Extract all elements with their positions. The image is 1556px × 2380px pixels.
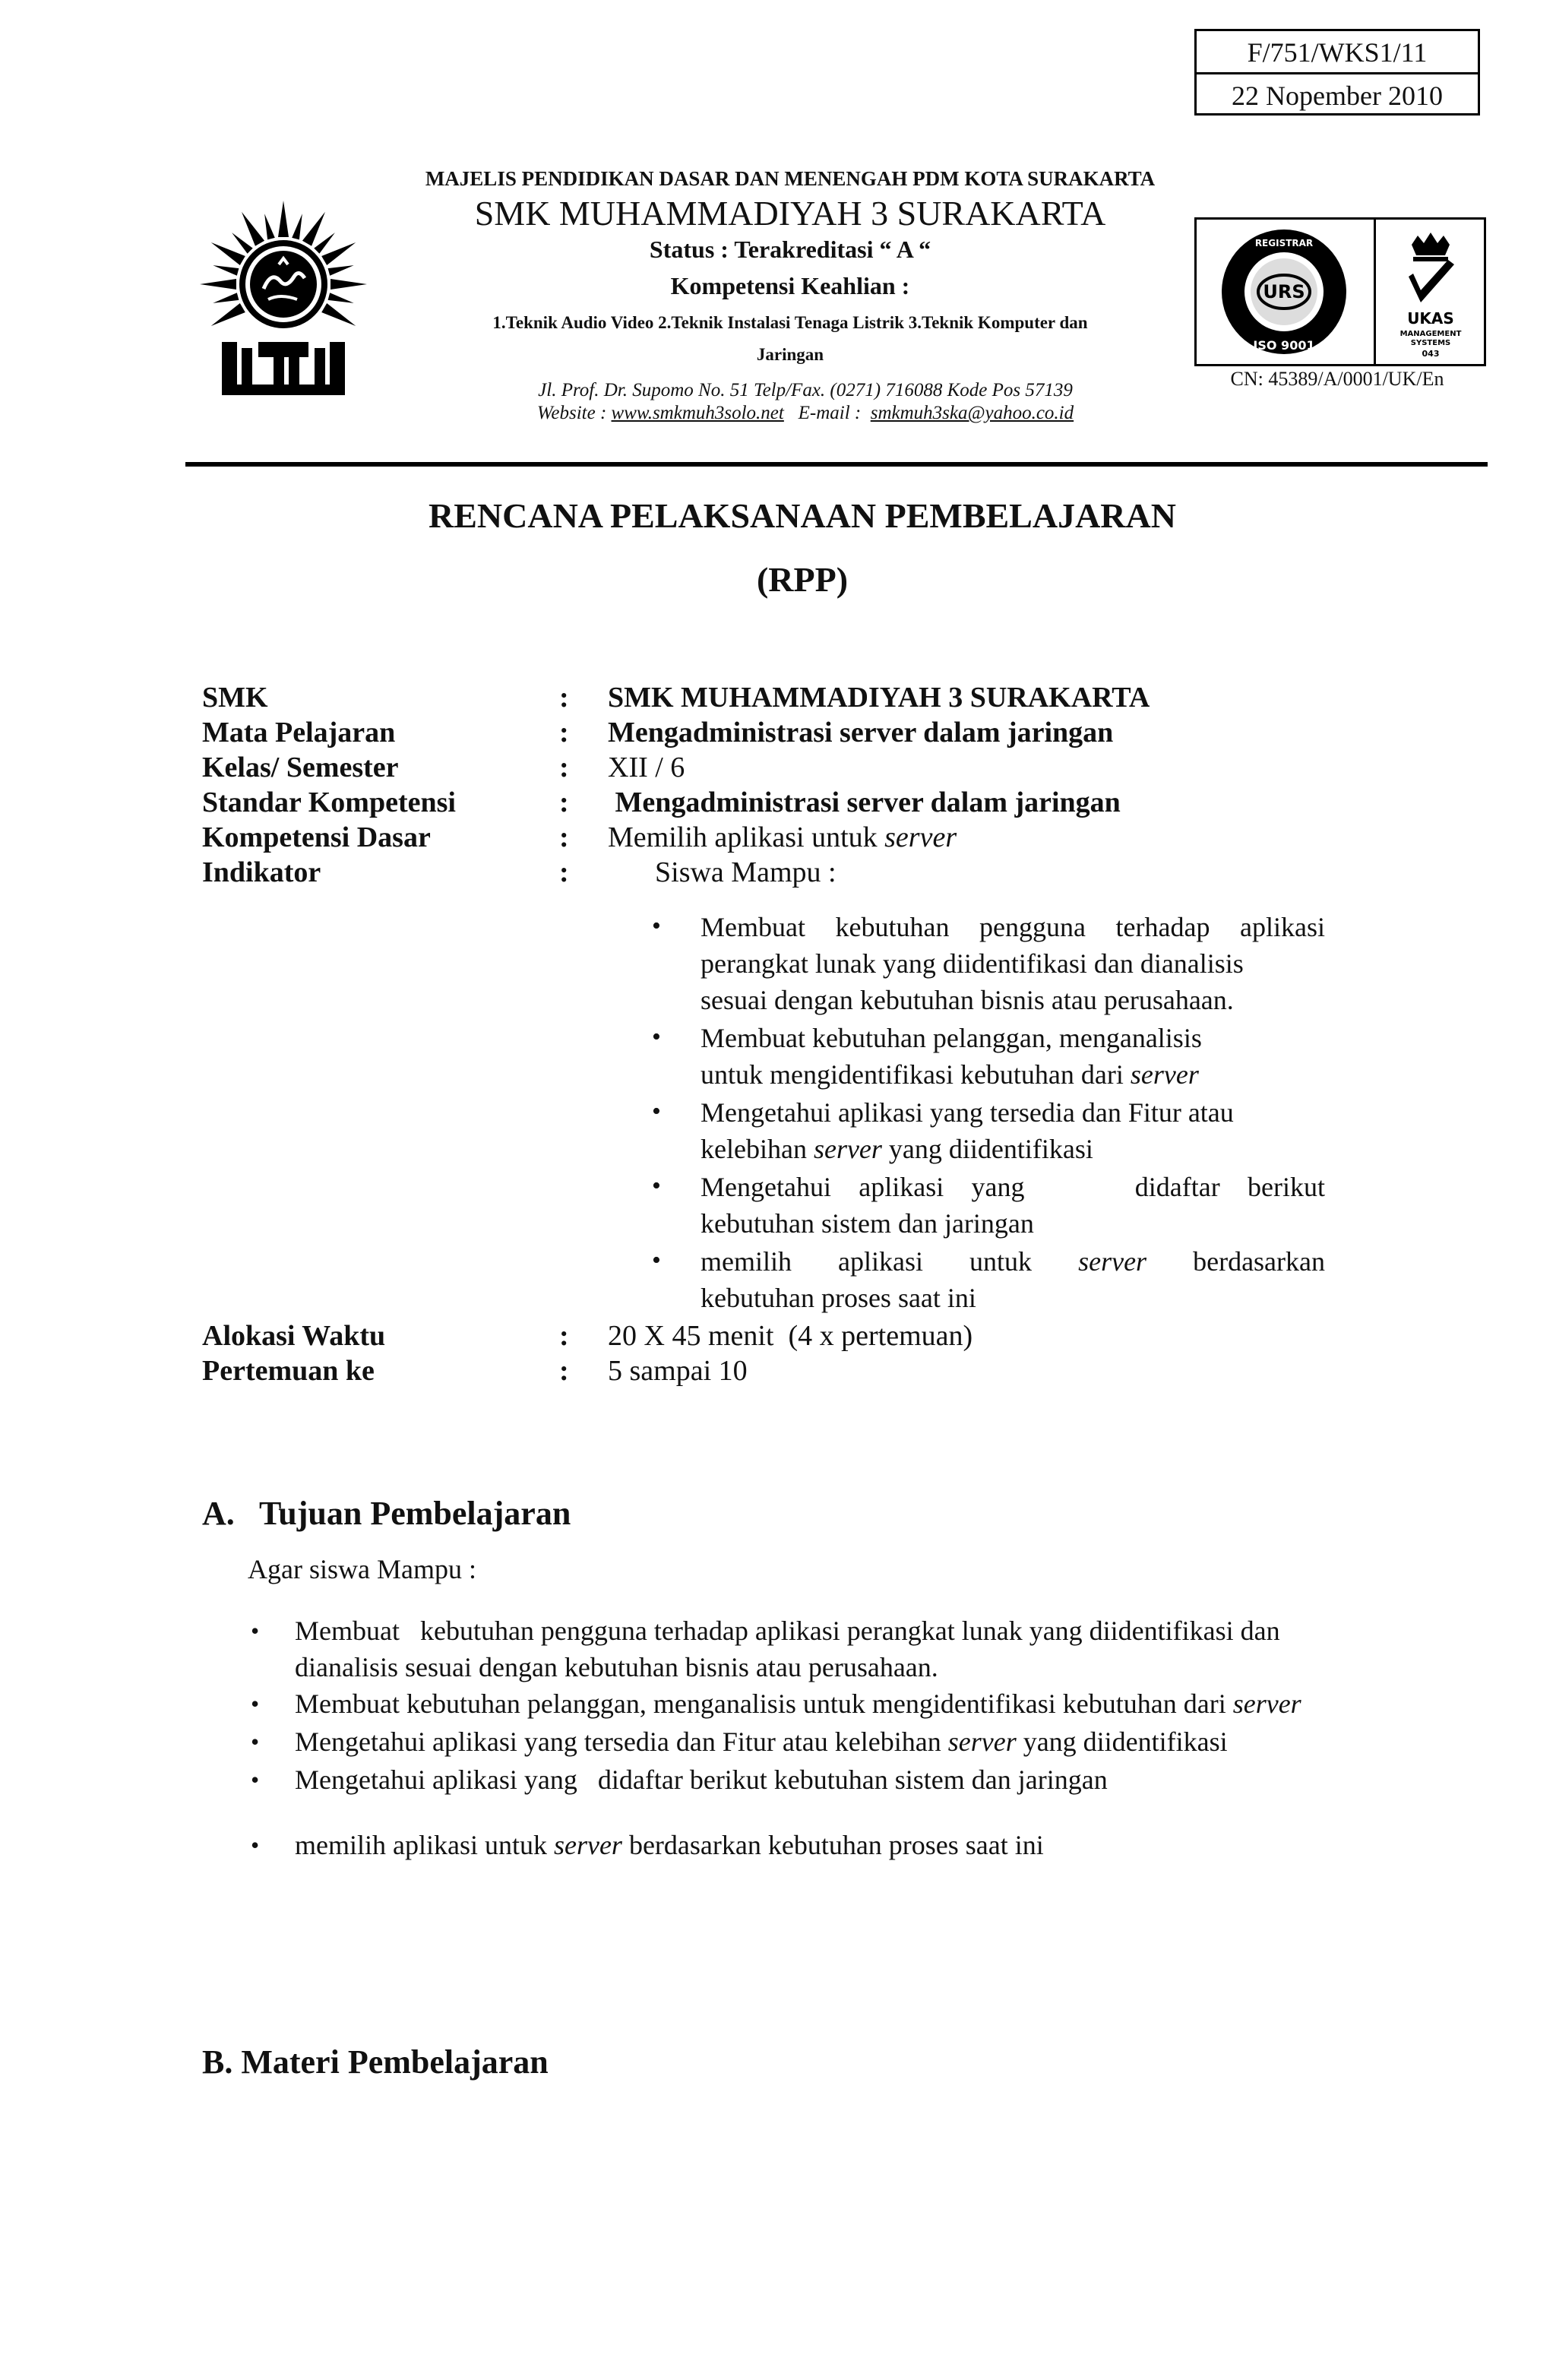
- urs-iso-9001-icon: [1199, 223, 1369, 360]
- section-a-heading: A. Tujuan Pembelajaran: [202, 1495, 571, 1532]
- certificate-number: CN: 45389/A/0001/UK/En: [1230, 368, 1444, 390]
- text: Membuat kebutuhan pelanggan, menganalisis untuk mengidentifikasi kebutuhan dari: [295, 1688, 1233, 1719]
- bullet-icon: •: [251, 1690, 260, 1717]
- form-date: 22 Nopember 2010: [1197, 72, 1478, 116]
- italic-text: server: [1130, 1059, 1199, 1090]
- info-colon: :: [559, 682, 569, 714]
- text: untuk mengidentifikasi kebutuhan dari: [701, 1059, 1131, 1090]
- competency-heading: Kompetensi Keahlian :: [670, 272, 910, 299]
- goal-4: Mengetahui aplikasi yang didaftar berikut kebutuhan sistem dan jaringan: [295, 1764, 1108, 1795]
- goal-1-line-1: Membuat kebutuhan pengguna terhadap aplikasi perangkat lunak yang diidentifikasi dan: [295, 1616, 1280, 1646]
- indicator-1-line-1: Membuat kebutuhan pengguna terhadap aplikasi: [701, 912, 1325, 942]
- bullet-icon: •: [652, 912, 661, 940]
- program-list-continued: Jaringan: [756, 345, 824, 364]
- svg-text:REGISTRAR: REGISTRAR: [1254, 238, 1314, 248]
- bullet-icon: •: [652, 1172, 661, 1200]
- form-code: F/751/WKS1/11: [1247, 37, 1428, 68]
- email-link[interactable]: smkmuh3ska@yahoo.co.id: [870, 403, 1074, 423]
- goal-1-line-2: dianalisis sesuai dengan kebutuhan bisnis atau perusahaan.: [295, 1652, 938, 1682]
- text: memilih aplikasi untuk: [701, 1246, 1079, 1277]
- bullet-icon: •: [251, 1831, 260, 1859]
- value-italic: server: [884, 821, 957, 853]
- indicator-5-line-1: [701, 1243, 1325, 1280]
- info-colon: :: [559, 1355, 569, 1387]
- website-label: Website :: [536, 403, 612, 423]
- info-label-subject: Mata Pelajaran: [202, 717, 396, 748]
- info-value-class: XII / 6: [608, 752, 685, 783]
- indicator-1-line-2: perangkat lunak yang diidentifikasi dan dianalisis: [701, 948, 1244, 979]
- info-value-indicator: Siswa Mampu :: [655, 856, 837, 888]
- svg-text:043: 043: [1422, 349, 1440, 359]
- bullet-icon: •: [251, 1766, 260, 1793]
- info-value-smk: SMK MUHAMMADIYAH 3 SURAKARTA: [608, 682, 1150, 714]
- info-colon: :: [559, 717, 569, 748]
- info-label-indicator: Indikator: [202, 856, 321, 888]
- organization-name: MAJELIS PENDIDIKAN DASAR DAN MENENGAH PDM KOTA SURAKARTA: [425, 167, 1156, 190]
- indicator-4-line-1: Mengetahui aplikasi yang didaftar berikut: [701, 1172, 1325, 1202]
- info-label-time: Alokasi Waktu: [202, 1320, 386, 1352]
- info-colon: :: [559, 752, 569, 783]
- info-value-subject: Mengadministrasi server dalam jaringan: [608, 717, 1114, 748]
- section-b-heading: B. Materi Pembelajaran: [202, 2043, 549, 2081]
- info-label-smk: SMK: [202, 682, 268, 714]
- text: yang diidentifikasi: [1016, 1726, 1228, 1757]
- muhammadiyah-logo-icon: [188, 199, 378, 404]
- text: memilih aplikasi untuk: [295, 1830, 554, 1860]
- info-label-class: Kelas/ Semester: [202, 752, 399, 783]
- svg-text:ISO 9001: ISO 9001: [1253, 338, 1315, 353]
- indicator-5-line-2: kebutuhan proses saat ini: [701, 1283, 976, 1313]
- text: berdasarkan: [1146, 1246, 1326, 1277]
- info-colon: :: [559, 786, 569, 818]
- info-colon: :: [559, 856, 569, 888]
- italic-text: server: [1232, 1688, 1301, 1719]
- document-title: RENCANA PELAKSANAAN PEMBELAJARAN: [429, 496, 1176, 535]
- value-text: Memilih aplikasi untuk: [608, 821, 885, 853]
- indicator-3-line-2: [701, 1131, 1325, 1167]
- accreditation-status: Status : Terakreditasi “ A “: [649, 236, 931, 263]
- svg-text:SYSTEMS: SYSTEMS: [1410, 339, 1451, 347]
- document-subtitle: (RPP): [756, 560, 849, 599]
- goal-2: [295, 1685, 1301, 1722]
- info-value-time: 20 X 45 menit (4 x pertemuan): [608, 1320, 973, 1352]
- school-address: Jl. Prof. Dr. Supomo No. 51 Telp/Fax. (0271) 716088 Kode Pos 57139: [538, 380, 1073, 400]
- svg-text:MANAGEMENT: MANAGEMENT: [1399, 330, 1462, 338]
- text: Mengetahui aplikasi yang tersedia dan Fitur atau kelebihan: [295, 1726, 948, 1757]
- indicator-2-line-1: Membuat kebutuhan pelanggan, menganalisis: [701, 1023, 1202, 1053]
- bullet-icon: •: [251, 1617, 260, 1644]
- email-label: E-mail :: [783, 403, 871, 423]
- form-code-box: [1194, 29, 1480, 116]
- info-value-standard: Mengadministrasi server dalam jaringan: [608, 786, 1121, 818]
- contact-line: [425, 403, 1185, 424]
- bullet-icon: •: [652, 1246, 661, 1274]
- school-name: SMK MUHAMMADIYAH 3 SURAKARTA: [474, 194, 1106, 233]
- indicator-2-line-2: [701, 1056, 1325, 1093]
- program-list: 1.Teknik Audio Video 2.Teknik Instalasi Tenaga Listrik 3.Teknik Komputer dan: [492, 313, 1088, 332]
- info-value-meeting: 5 sampai 10: [608, 1355, 748, 1387]
- certification-divider: [1374, 220, 1376, 364]
- italic-text: server: [813, 1134, 882, 1164]
- website-link[interactable]: www.smkmuh3solo.net: [611, 403, 784, 423]
- italic-text: server: [1078, 1246, 1147, 1277]
- bullet-icon: •: [652, 1023, 661, 1051]
- info-label-standard: Standar Kompetensi: [202, 786, 456, 818]
- indicator-4-line-2: kebutuhan sistem dan jaringan: [701, 1208, 1034, 1239]
- info-value-basic-competency: [608, 821, 957, 854]
- indicator-3-line-1: Mengetahui aplikasi yang tersedia dan Fitur atau: [701, 1097, 1234, 1128]
- section-a-intro: Agar siswa Mampu :: [248, 1554, 476, 1584]
- svg-text:URS: URS: [1263, 281, 1305, 302]
- header-divider: [185, 462, 1488, 467]
- info-label-meeting: Pertemuan ke: [202, 1355, 375, 1387]
- info-colon: :: [559, 821, 569, 853]
- text: yang diidentifikasi: [881, 1134, 1093, 1164]
- info-colon: :: [559, 1320, 569, 1352]
- ukas-management-systems-icon: [1378, 223, 1483, 360]
- text: kelebihan: [701, 1134, 814, 1164]
- goal-5: [295, 1827, 1044, 1863]
- goal-3: [295, 1723, 1228, 1760]
- text: berdasarkan kebutuhan proses saat ini: [621, 1830, 1044, 1860]
- svg-text:UKAS: UKAS: [1407, 309, 1454, 328]
- bullet-icon: •: [251, 1728, 260, 1755]
- info-label-basic-competency: Kompetensi Dasar: [202, 821, 431, 853]
- italic-text: server: [947, 1726, 1017, 1757]
- italic-text: server: [553, 1830, 622, 1860]
- bullet-icon: •: [652, 1097, 661, 1125]
- indicator-1-line-3: sesuai dengan kebutuhan bisnis atau perusahaan.: [701, 985, 1234, 1015]
